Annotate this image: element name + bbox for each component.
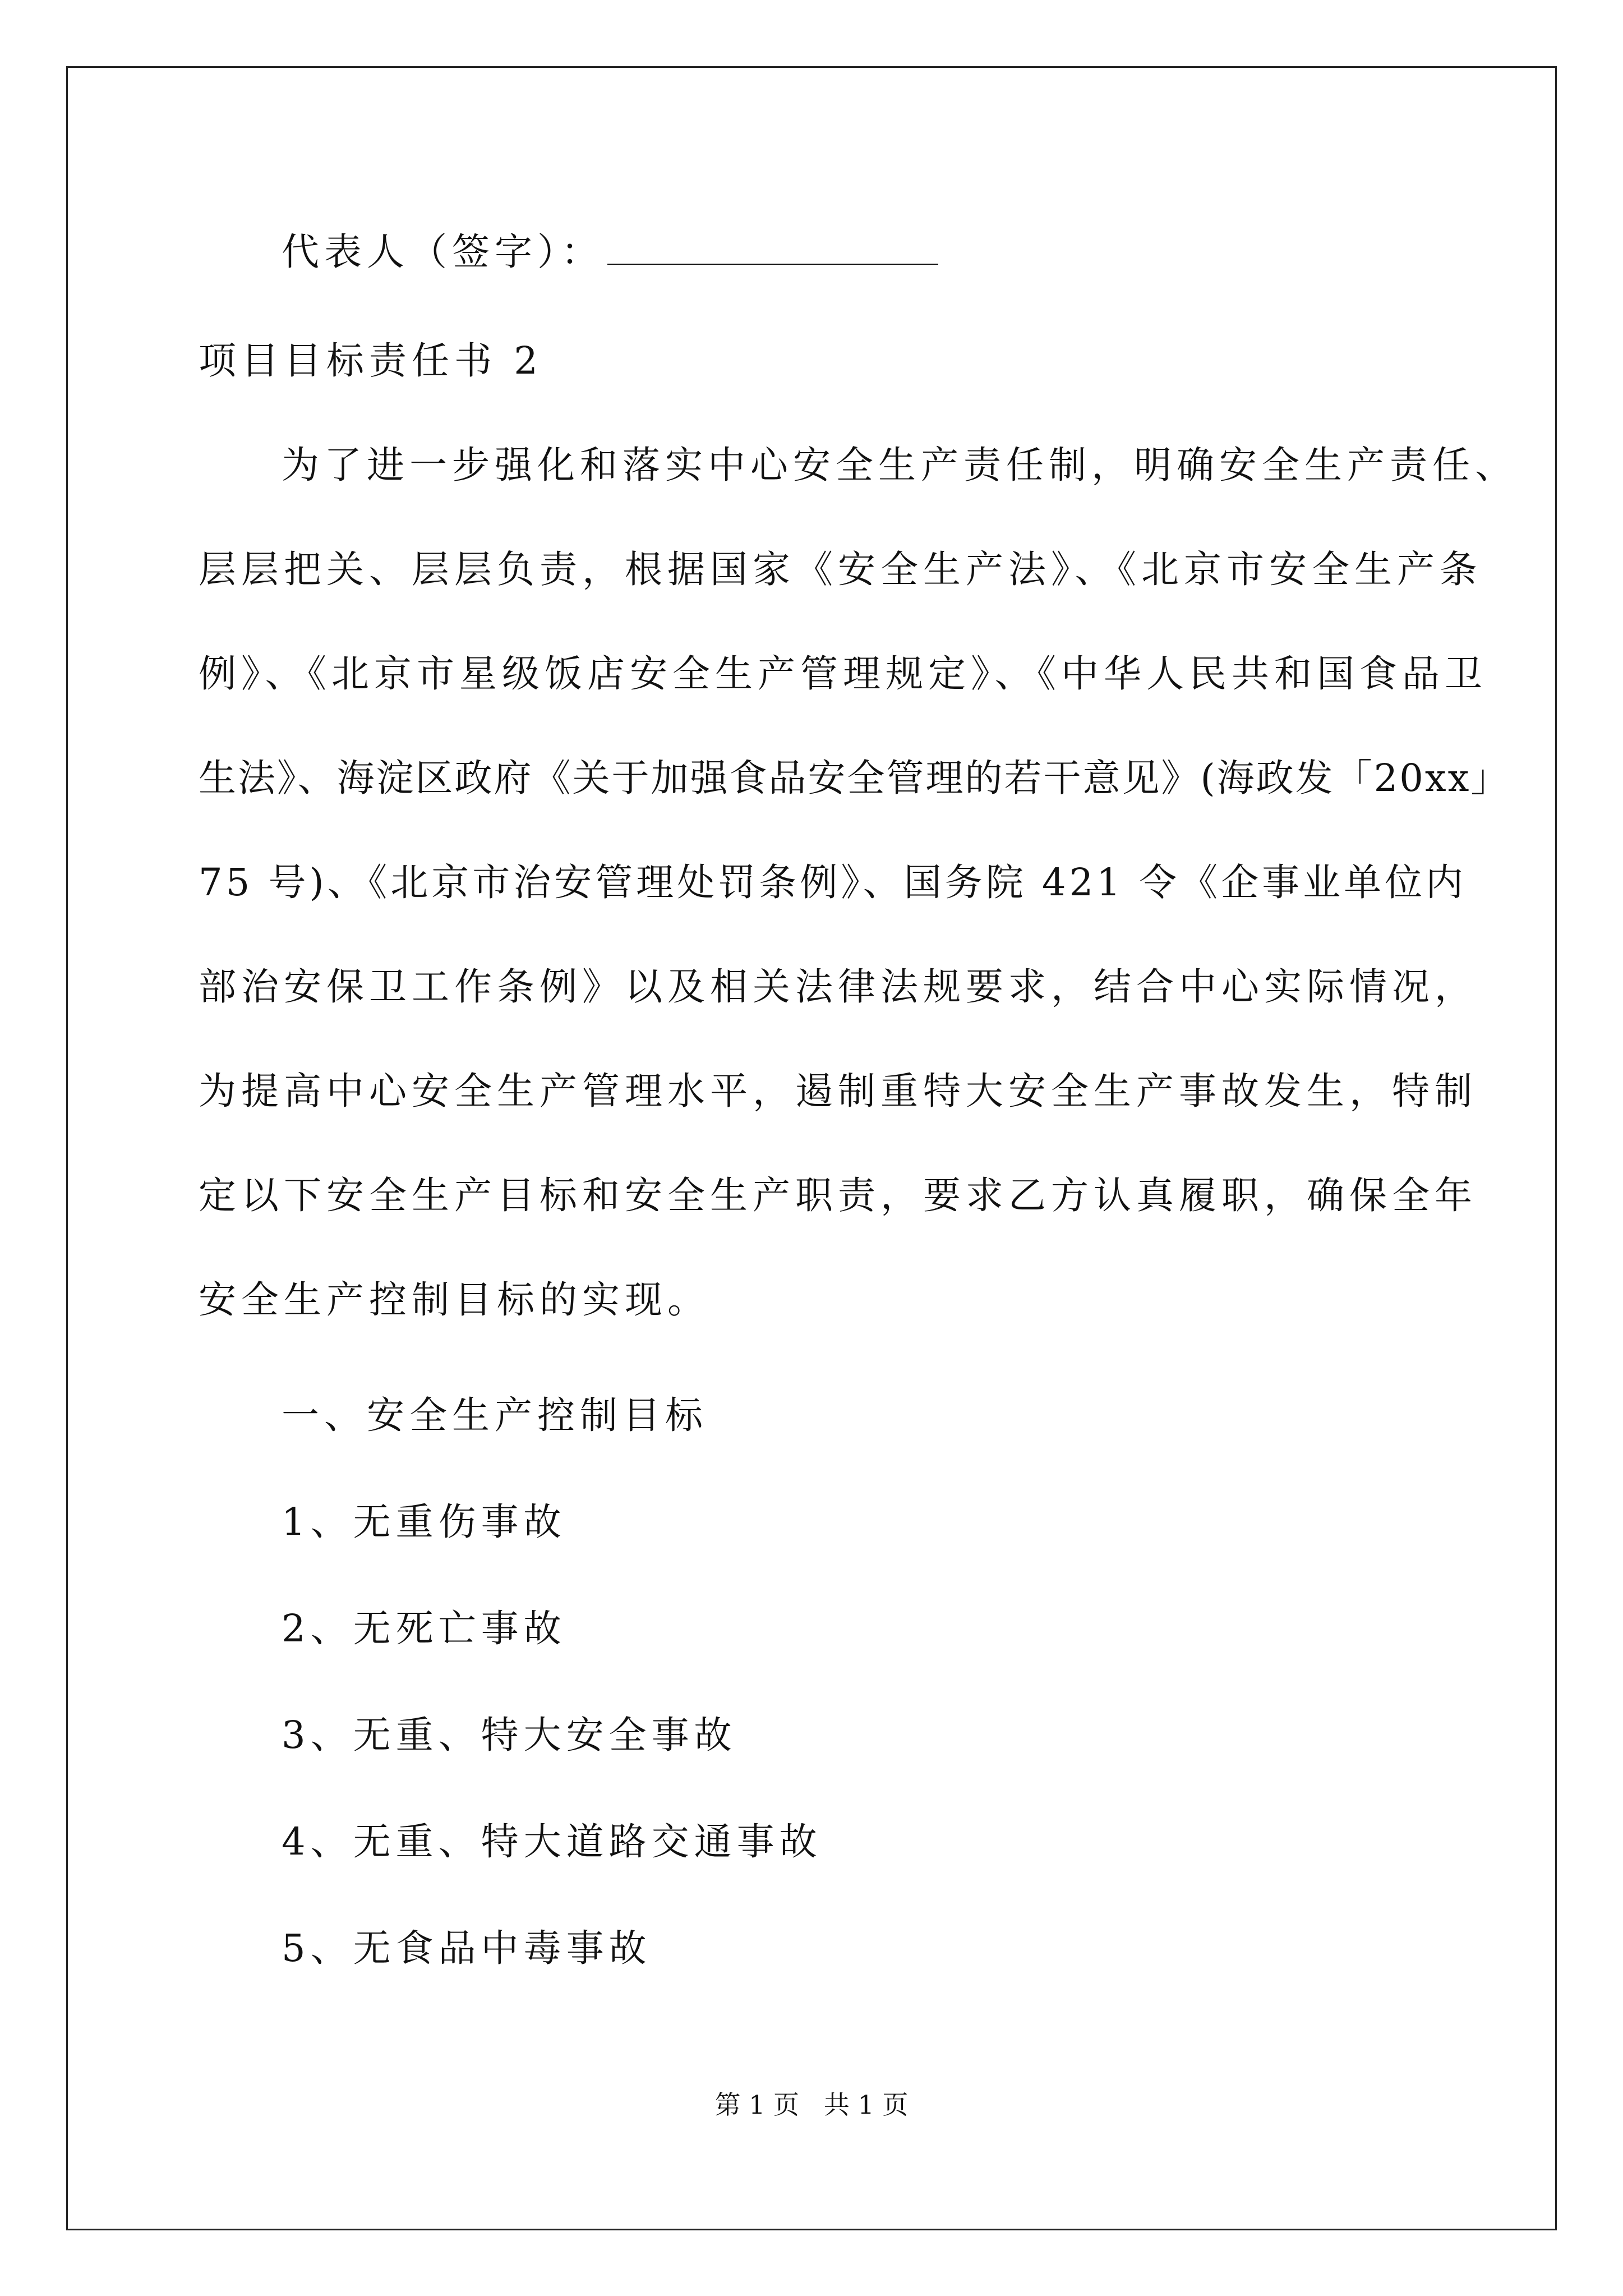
paragraph-line: 为提高中心安全生产管理水平，遏制重特大安全生产事故发生，特制 xyxy=(199,1069,1477,1113)
paragraph-line: 75 号)、《北京市治安管理处罚条例》、国务院 421 令《企事业单位内 xyxy=(199,861,1467,904)
goal-item: 1、无重伤事故 xyxy=(282,1500,566,1544)
paragraph-line: 安全生产控制目标的实现。 xyxy=(199,1278,710,1322)
paragraph-line: 例》、《北京市星级饭店安全生产管理规定》、《中华人民共和国食品卫 xyxy=(199,652,1487,696)
goal-item: 4、无重、特大道路交通事故 xyxy=(282,1820,822,1864)
page-border xyxy=(66,66,1557,2230)
paragraph-line: 部治安保卫工作条例》以及相关法律法规要求，结合中心实际情况， xyxy=(199,965,1477,1009)
page-number: 第 1 页 共 1 页 xyxy=(714,2090,909,2120)
goal-item: 2、无死亡事故 xyxy=(282,1607,566,1650)
section-heading: 一、安全生产控制目标 xyxy=(282,1393,708,1437)
signature-blank xyxy=(607,264,938,265)
paragraph-line: 为了进一步强化和落实中心安全生产责任制，明确安全生产责任、 xyxy=(282,443,1518,487)
paragraph-line: 定以下安全生产目标和安全生产职责，要求乙方认真履职，确保全年 xyxy=(199,1174,1477,1217)
document-title: 项目目标责任书 2 xyxy=(199,339,543,383)
paragraph-line: 层层把关、层层负责，根据国家《安全生产法》、《北京市安全生产条 xyxy=(199,547,1482,591)
signature-label: 代表人（签字）： xyxy=(282,230,604,274)
goal-item: 5、无食品中毒事故 xyxy=(282,1926,652,1970)
paragraph-line: 生法》、海淀区政府《关于加强食品安全管理的若干意见》(海政发「20xx」 xyxy=(199,756,1510,800)
signature-line xyxy=(282,227,938,277)
goal-item: 3、无重、特大安全事故 xyxy=(282,1713,737,1757)
